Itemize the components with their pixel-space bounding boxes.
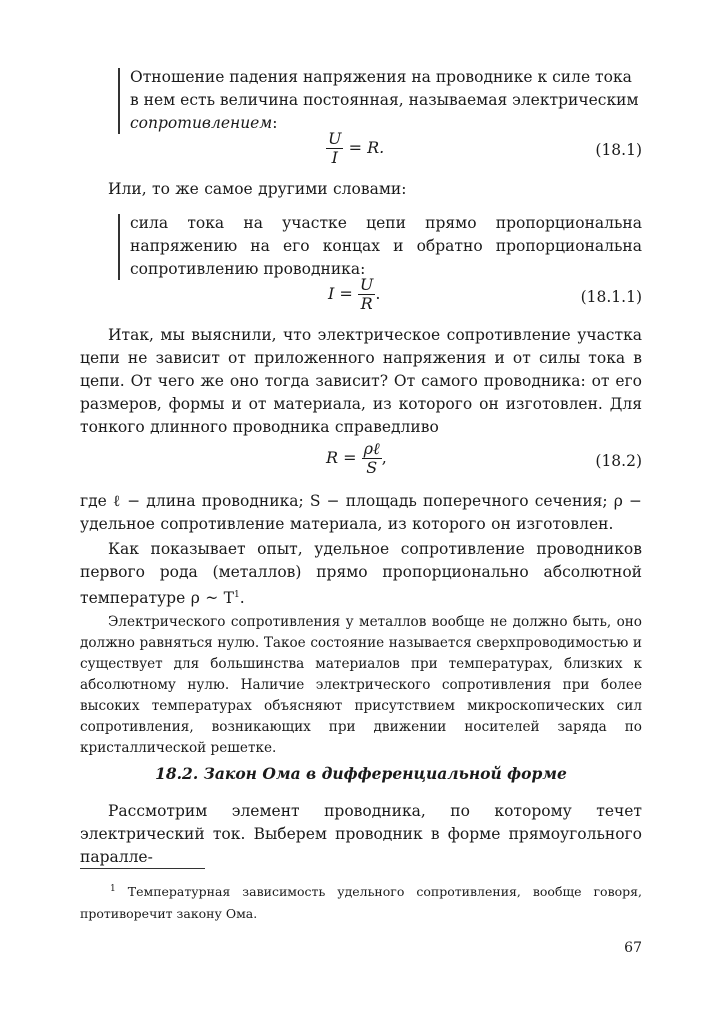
footnote-ref: 1 <box>233 590 240 600</box>
equation-number: (18.1.1) <box>580 288 642 306</box>
paragraph: Рассмотрим элемент проводника, по которому течет электрический ток. Выберем проводник в форме прямоугольного паралле- <box>80 802 642 866</box>
denominator: S <box>366 458 378 477</box>
footnote <box>80 878 642 925</box>
equation-lhs: R = <box>326 448 357 467</box>
paragraph: Итак, мы выяснили, что электрическое сопротивление участка цепи не зависит от приложенного напряжения и от силы тока в цепи. От чего же оно тогда зависит? От самого проводника: от его размеров, формы и от материала, из которого он изготовлен. Для тонкого длинного проводника справедливо <box>80 326 642 436</box>
footnote-rule <box>80 868 205 869</box>
fraction <box>362 440 382 477</box>
footnote-mark: 1 <box>110 884 116 894</box>
page-number: 67 <box>624 940 642 956</box>
equation-tail: , <box>381 448 387 467</box>
numerator: U <box>359 275 374 294</box>
definition-line: Отношение падения напряжения на проводнике к силе тока <box>130 68 632 86</box>
numerator: ρℓ <box>363 439 380 458</box>
vertical-bar <box>118 68 120 134</box>
paragraph: Как показывает опыт, удельное сопротивление проводников первого рода (металлов) прямо пропорционально абсолютной температуре ρ ~ $T^1$. <box>80 540 642 608</box>
denominator: R <box>360 294 373 313</box>
paragraph: Или, то же самое другими словами: <box>108 180 407 198</box>
equation-18-2 <box>326 440 387 477</box>
term-resistance: сопротивлением <box>130 114 273 132</box>
numerator: U <box>328 129 342 148</box>
definition-text: сила тока на участке цепи прямо пропорциональна напряжению на его концах и обратно пропорциональна сопротивлению проводника: <box>130 214 642 278</box>
paragraph: где ℓ − длина проводника; S − площадь поперечного сечения; ρ − удельное сопротивление материала, из которого он изготовлен. <box>80 492 642 533</box>
denominator: I <box>331 148 338 167</box>
equation-rhs: = R. <box>348 138 385 157</box>
equation-number: (18.2) <box>595 452 642 470</box>
footnote-text: Температурная зависимость удельного сопротивления, вообще говоря, противоречит закону Ома. <box>80 884 642 922</box>
equation-lhs: I = <box>328 284 353 303</box>
equation-18-1 <box>326 130 384 167</box>
equation-18-1-1 <box>328 276 380 313</box>
fraction <box>326 130 343 167</box>
section-heading: 18.2. Закон Ома в дифференциальной форме <box>155 764 567 783</box>
vertical-bar <box>118 214 120 280</box>
definition-text: Отношение падения напряжения на проводнике к силе тока в нем есть величина постоянная, называемая электрическим сопротивлением: <box>130 68 639 132</box>
definition-line: в нем есть величина постоянная, называемая электрическим <box>130 91 639 109</box>
equation-tail: . <box>375 284 381 303</box>
small-print-paragraph: Электрического сопротивления у металлов вообще не должно быть, оно должно равняться нулю. Такое состояние называется сверхпроводимостью и существует для большинства материалов при температурах, близких к абсолютному нулю. Наличие электрического сопротивления при более высоких температурах объясняют присутствием микроскопических сил сопротивления, возникающих при движении носителей заряда по кристаллической решетке. <box>80 614 642 756</box>
equation-number: (18.1) <box>595 141 642 159</box>
fraction <box>358 276 375 313</box>
